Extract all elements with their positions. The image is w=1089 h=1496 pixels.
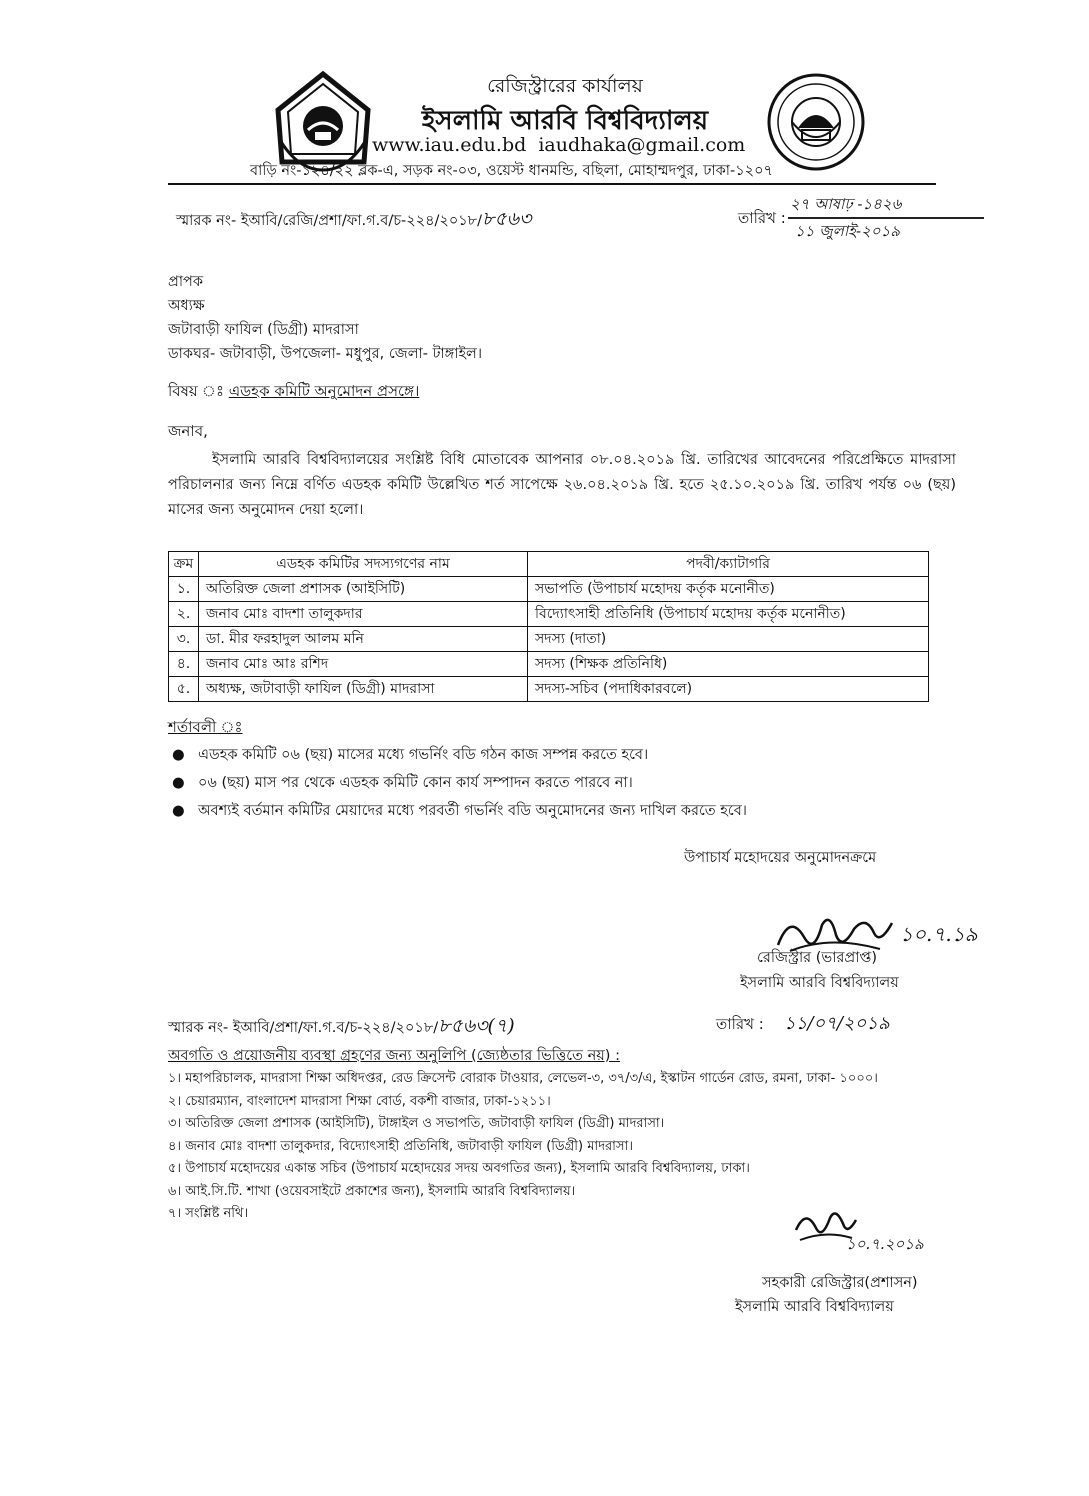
- table-cell-name: অতিরিক্ত জেলা প্রশাসক (আইসিটি): [199, 577, 528, 602]
- conditions-title: শর্তাবলী ঃ: [168, 718, 243, 736]
- header-divider: [168, 183, 936, 185]
- table-cell-name: ডা. মীর ফরহাদুল আলম মনি: [199, 627, 528, 652]
- list-item: ● এডহক কমিটি ০৬ (ছয়) মাসের মধ্যে গভর্নিং বডি গঠন কাজ সম্পন্ন করতে হবে।: [168, 741, 747, 769]
- table-row: [169, 602, 929, 627]
- table-cell-name: জনাব মোঃ আঃ রশিদ: [199, 652, 528, 677]
- memo2-date-label: তারিখ :: [716, 1015, 764, 1033]
- memo-handwritten-number: ৮৫৬৩: [481, 208, 532, 230]
- list-item: ৭। সংশ্লিষ্ট নথি।: [168, 1206, 249, 1221]
- table-row: [169, 577, 929, 602]
- table-header-designation: পদবী/ক্যাটাগরি: [528, 552, 929, 577]
- assistant-registrar-title: সহকারী রেজিস্ট্রার(প্রশাসন): [762, 1275, 918, 1291]
- table-cell-designation: সভাপতি (উপাচার্য মহোদয় কর্তৃক মনোনীত): [528, 577, 929, 602]
- date-divider: [788, 217, 984, 219]
- copies-title: অবগতি ও প্রয়োজনীয় ব্যবস্থা গ্রহণের জন্য অনুলিপি (জ্যেষ্ঠতার ভিত্তিতে নয়) :: [168, 1048, 620, 1064]
- list-item: ● অবশ্যই বর্তমান কমিটির মেয়াদের মধ্যে পরবর্তী গভর্নিং বডি অনুমোদনের জন্য দাখিল করতে হবে।: [168, 797, 747, 825]
- recipient-block: [168, 270, 482, 366]
- list-item: ২। চেয়ারম্যান, বাংলাদেশ মাদরাসা শিক্ষা বোর্ড, বকশী বাজার, ঢাকা-১২১১।: [168, 1093, 551, 1109]
- list-item: ৫। উপাচার্য মহোদয়ের একান্ত সচিব (উপাচার্য মহোদয়ের সদয় অবগতির জন্য), ইসলামি আরবি বিশ্ববিদ্যালয়, ঢাকা।: [168, 1161, 750, 1176]
- body-paragraph: ইসলামি আরবি বিশ্ববিদ্যালয়ের সংশ্লিষ্ট বিধি মোতাবেক আপনার ০৮.০৪.২০১৯ খ্রি. তারিখের আবেদনের পরিপ্রেক্ষিতে মাদরাসা পরিচালনার জন্য নিম্নে বর্ণিত এডহক কমিটি উল্লেখিত শর্ত সাপেক্ষে ২৬.০৪.২০১৯ খ্রি. হতে ২৫.১০.২০১৯ খ্রি. তারিখ পর্যন্ত ০৬ (ছয়) মাসের জন্য অনুমোদন দেয়া হলো।: [168, 452, 956, 518]
- table-header-name: এডহক কমিটির সদস্যগণের নাম: [199, 552, 528, 577]
- subject-label: বিষয় ঃ: [168, 382, 224, 400]
- list-item: ৬। আই.সি.টি. শাখা (ওয়েবসাইটে প্রকাশের জন্য), ইসলামি আরবি বিশ্ববিদ্যালয়।: [168, 1183, 576, 1199]
- registrar-title: রেজিস্ট্রার (ভারপ্রাপ্ত): [757, 950, 878, 966]
- list-item: ● ০৬ (ছয়) মাস পর থেকে এডহক কমিটি কোন কার্য সম্পাদন করতে পারবে না।: [168, 769, 747, 797]
- office-address: বাড়ি নং-১২৪/২২ ব্লক-এ, সড়ক নং-০৩, ওয়েস্ট ধানমন্ডি, বছিলা, মোহাম্মদপুর, ঢাকা-১২০৭: [250, 163, 773, 179]
- table-cell-designation: বিদ্যোৎসাহী প্রতিনিধি (উপাচার্য মহোদয় কর্তৃক মনোনীত): [528, 602, 929, 627]
- registrar-university: ইসলামি আরবি বিশ্ববিদ্যালয়: [740, 975, 899, 991]
- table-header-serial: ক্রম: [169, 552, 199, 577]
- table-cell-serial: ৩.: [169, 627, 199, 652]
- website-link[interactable]: www.iau.edu.bd: [372, 134, 527, 156]
- university-seal-right: [766, 72, 866, 172]
- list-item: ৩। অতিরিক্ত জেলা প্রশাসক (আইসিটি), টাঙ্গাইল ও সভাপতি, জটাবাড়ী ফাযিল (ডিগ্রী) মাদরাসা।: [168, 1116, 665, 1131]
- table-cell-serial: ২.: [169, 602, 199, 627]
- table-row: [169, 652, 929, 677]
- memo2-handwritten-number: ৮৫৬৩(৭): [438, 1015, 515, 1037]
- date-english: ১১ জুলাই-২০১৯: [795, 222, 901, 240]
- date-bangla: ২৭ আষাঢ় -১৪২৬: [790, 195, 902, 213]
- assistant-registrar-signature-date: ১০.৭.২০১৯: [846, 1235, 924, 1253]
- list-item: ১। মহাপরিচালক, মাদরাসা শিক্ষা অধিদপ্তর, রেড ক্রিসেন্ট বোরাক টাওয়ার, লেভেল-৩, ৩৭/৩/এ, ইস্কাটন গার্ডেন রোড, রমনা, ঢাকা- ১০০০।: [168, 1071, 878, 1086]
- office-name: রেজিস্ট্রারের কার্যালয়: [487, 75, 643, 97]
- committee-table: [168, 551, 929, 702]
- recipient-label: প্রাপক: [168, 274, 204, 290]
- approval-line: উপাচার্য মহোদয়ের অনুমোদনক্রমে: [684, 850, 877, 866]
- table-header-row: [169, 552, 929, 577]
- table-cell-designation: সদস্য-সচিব (পদাধিকারবলে): [528, 677, 929, 702]
- subject-line: [168, 380, 419, 405]
- table-cell-name: অধ্যক্ষ, জটাবাড়ী ফাযিল (ডিগ্রী) মাদরাসা: [199, 677, 528, 702]
- recipient-address: ডাকঘর- জটাবাড়ী, উপজেলা- মধুপুর, জেলা- টাঙ্গাইল।: [168, 346, 483, 362]
- table-cell-designation: সদস্য (দাতা): [528, 627, 929, 652]
- bullet-icon: ●: [172, 775, 185, 791]
- date-label: তারিখ :: [738, 209, 786, 227]
- memo2-number: [168, 1012, 515, 1044]
- memo-number: [176, 205, 531, 237]
- registrar-signature-date: ১০.৭.১৯: [900, 922, 978, 946]
- greeting: জনাব,: [168, 422, 208, 440]
- table-row: [169, 677, 929, 702]
- conditions-list: [168, 741, 747, 825]
- email-link[interactable]: iaudhaka@gmail.com: [538, 134, 746, 156]
- memo2-date: ১১/০৭/২০১৯: [784, 1013, 890, 1034]
- table-cell-serial: ৪.: [169, 652, 199, 677]
- table-cell-designation: সদস্য (শিক্ষক প্রতিনিধি): [528, 652, 929, 677]
- subject-text: এডহক কমিটি অনুমোদন প্রসঙ্গে।: [228, 382, 420, 400]
- table-cell-serial: ১.: [169, 577, 199, 602]
- bullet-icon: ●: [172, 747, 185, 763]
- table-row: [169, 627, 929, 652]
- table-cell-serial: ৫.: [169, 677, 199, 702]
- list-item: ৪। জনাব মোঃ বাদশা তালুকদার, বিদ্যোৎসাহী প্রতিনিধি, জটাবাড়ী ফাযিল (ডিগ্রী) মাদরাসা।: [168, 1138, 633, 1154]
- assistant-registrar-university: ইসলামি আরবি বিশ্ববিদ্যালয়: [735, 1299, 894, 1315]
- memo2-prefix: স্মারক নং- ইআবি/প্রশা/ফা.গ.ব/চ-২২৪/২০১৮/: [168, 1020, 439, 1036]
- recipient-institution: জটাবাড়ী ফাযিল (ডিগ্রী) মাদরাসা: [168, 322, 359, 338]
- memo-prefix: স্মারক নং- ইআবি/রেজি/প্রশা/ফা.গ.ব/চ-২২৪/২০১৮/: [176, 213, 482, 229]
- table-cell-name: জনাব মোঃ বাদশা তালুকদার: [199, 602, 528, 627]
- copies-list: [168, 1068, 878, 1226]
- university-name: ইসলামি আরবি বিশ্ববিদ্যালয়: [421, 106, 709, 136]
- bullet-icon: ●: [172, 803, 185, 819]
- contact-line: [372, 134, 745, 156]
- recipient-title: অধ্যক্ষ: [168, 298, 205, 314]
